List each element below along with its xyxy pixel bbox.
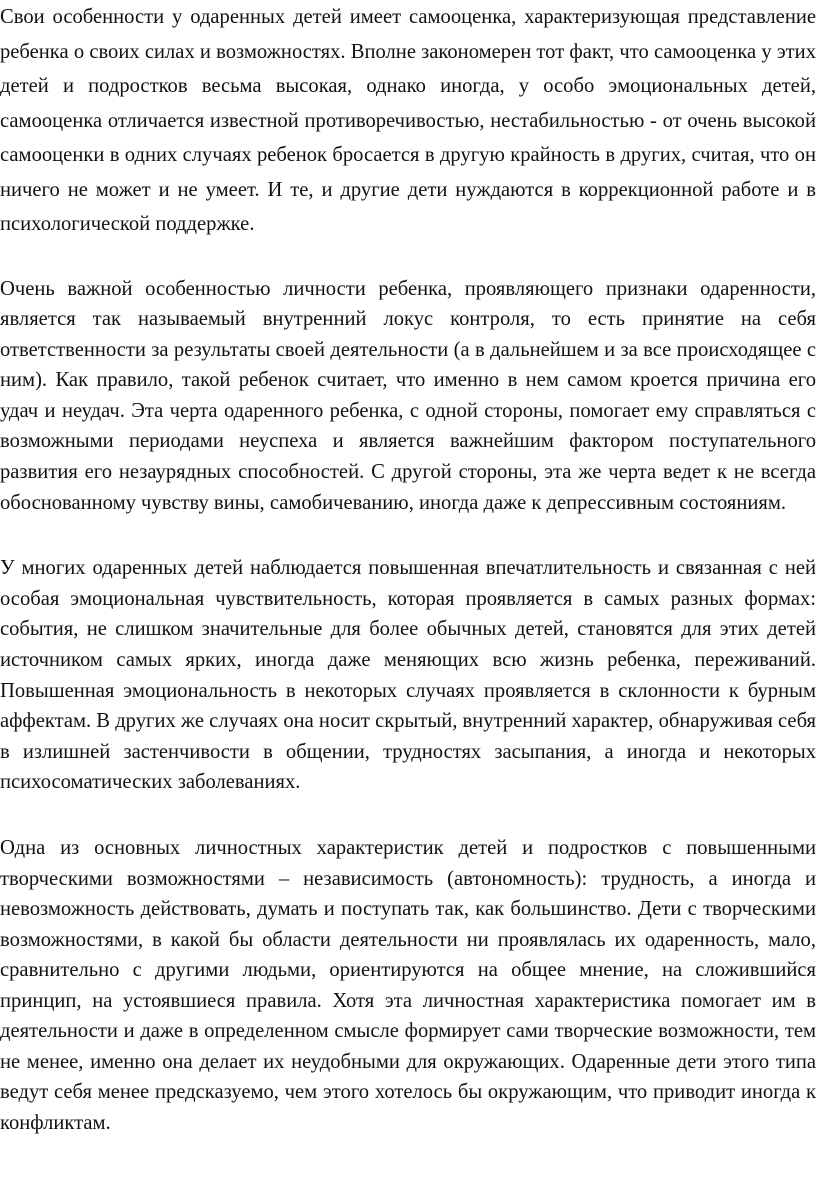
paragraph-locus-of-control: Очень важной особенностью личности ребенка, проявляющего признаки одаренности, является так называемый внутренний локус контроля, то есть принятие на себя ответственности за результаты своей деятельности (а в дальнейшем и за все происходящее с ним). Как правило, такой ребенок считает, что именно в нем самом кроется причина его удач и неудач. Эта черта одаренного ребенка, с одной стороны, помогает ему справляться с возможными периодами неуспеха и является важнейшим фактором поступательного развития его незаурядных способностей. С другой стороны, эта же черта ведет к не всегда обоснованному чувству вины, самобичеванию, иногда даже к депрессивным состояниям. bbox=[0, 277, 816, 514]
paragraph-independence: Одна из основных личностных характеристик детей и подростков с повышенными творческими возможностями – независимость (автономность): трудность, а иногда и невозможность действовать, думать и поступать так, как большинство. Дети с творческими возможностями, в какой бы области деятельности ни проявлялась их одаренность, мало, сравнительно с другими людьми, ориентируются на общее мнение, на сложившийся принцип, на устоявшиеся правила. Хотя эта личностная характеристика помогает им в деятельности и даже в определенном смысле формирует сами творческие возможности, тем не менее, именно она делает их неудобными для окружающих. Одаренные дети этого типа ведут себя менее предсказуемо, чем этого хотелось бы окружающим, что приводит иногда к конфликтам. bbox=[0, 837, 816, 1134]
paragraph-emotional-sensitivity: У многих одаренных детей наблюдается повышенная впечатлительность и связанная с ней особая эмоциональная чувствительность, которая проявляется в самых разных формах: события, не слишком значительные для более обычных детей, становятся для этих детей источником самых ярких, иногда даже меняющих всю жизнь ребенка, переживаний. Повышенная эмоциональность в некоторых случаях проявляется в склонности к бурным аффектам. В других же случаях она носит скрытый, внутренний характер, обнаруживая себя в излишней застенчивости в общении, трудностях засыпания, а иногда и некоторых психосоматических заболеваниях. bbox=[0, 557, 816, 794]
paragraph-self-esteem: Свои особенности у одаренных детей имеет самооценка, характеризующая представление ребенка о своих силах и возможностях. Вполне закономерен тот факт, что самооценка у этих детей и подростков весьма высокая, однако иногда, у особо эмоциональных детей, самооценка отличается известной противоречивостью, нестабильностью - от очень высокой самооценки в одних случаях ребенок бросается в другую крайность в других, считая, что он ничего не может и не умеет. И те, и другие дети нуждаются в коррекционной работе и в психологической поддержке. bbox=[0, 6, 816, 235]
